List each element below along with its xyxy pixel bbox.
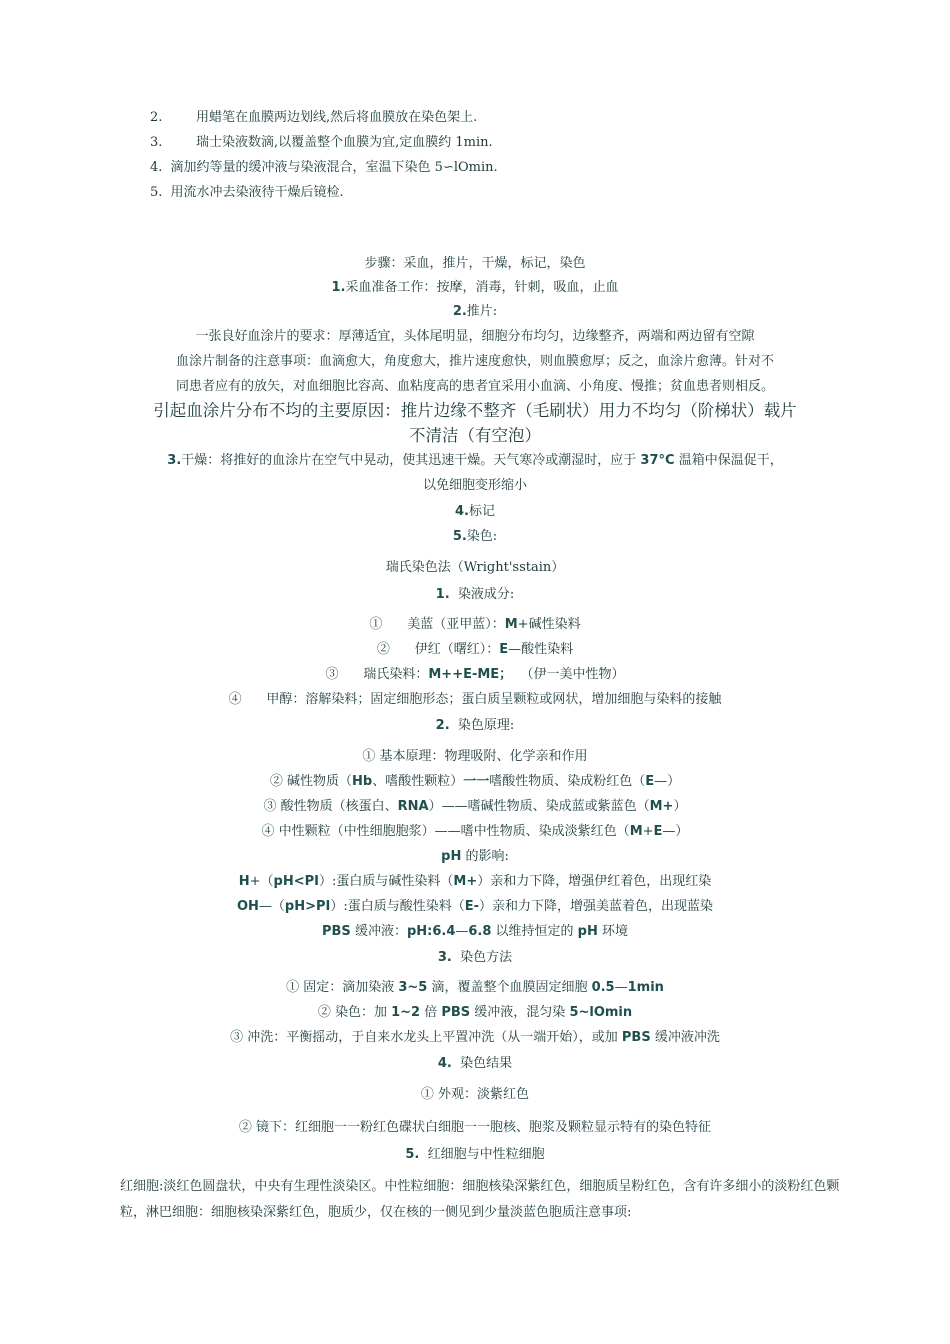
principle-text: ④ 中性颗粒（中性细胞胞浆）——嗜中性物质、染成淡紫红色（ <box>261 824 630 839</box>
method-text: ① 固定：滴加染液 <box>286 980 399 995</box>
circled-number: ③ <box>325 667 339 682</box>
method-value: PBS <box>621 1030 651 1045</box>
section-3-drying-line-2: 以免细胞变形缩小 <box>422 478 527 493</box>
pbs-term: PBS <box>322 924 351 939</box>
method-value: 0.5 <box>591 980 615 995</box>
result-item: ① 外观：淡紫红色 <box>420 1087 530 1102</box>
component-item <box>0 665 950 685</box>
subsection-number: 5. <box>405 1147 420 1162</box>
final-paragraph <box>120 1174 840 1226</box>
subsection-number: 3. <box>437 950 452 965</box>
principle-item <box>0 797 950 817</box>
section-text: 标记 <box>468 504 495 519</box>
section-text: 干燥：将推好的血涂片在空气中晃动，使其迅速干燥。天气寒冷或潮湿时，应于 <box>181 453 641 468</box>
pbs-text: — <box>455 924 469 939</box>
method-value: 3~5 <box>398 980 428 995</box>
principle-text: + <box>642 824 654 839</box>
section-number: 3. <box>167 453 182 468</box>
ph-text: ）:蛋白质与碱性染料（ <box>319 874 454 889</box>
method-text: — <box>614 980 628 995</box>
component-text: 瑞氏染料： <box>363 667 429 682</box>
component-item <box>0 615 950 635</box>
subsection-5-heading <box>0 1145 950 1165</box>
method-text: 缓冲液冲洗 <box>650 1030 720 1045</box>
section-number: 4. <box>455 504 469 519</box>
section-5-heading <box>0 527 950 547</box>
principle-item <box>0 772 950 792</box>
principle-item <box>0 822 950 842</box>
principle-text: ② 碱性物质（ <box>269 774 352 789</box>
section-2-heading <box>0 302 950 322</box>
ph-title-text: 的影响: <box>461 849 509 864</box>
list-text: 用蜡笔在血膜两边划线,然后将血膜放在染色架上. <box>196 110 478 125</box>
section-1-heading <box>0 278 950 298</box>
principle-text: ）——嗜碱性物质、染成蓝或紫蓝色（ <box>428 799 650 814</box>
ph-term: E- <box>464 899 480 914</box>
principle-term: M <box>629 824 643 839</box>
subsection-number: 1. <box>435 587 450 602</box>
subsection-number: 4. <box>437 1056 452 1071</box>
method-value: 1~2 <box>391 1005 421 1020</box>
section-number: 2. <box>452 304 467 319</box>
ph-text: +（ <box>249 874 274 889</box>
method-item <box>0 978 950 998</box>
ph-text: —（ <box>258 899 285 914</box>
smear-notes-line-1: 血涂片制备的注意事项：血滴愈大，角度愈大，推片速度愈快，则血膜愈厚；反之，血涂片愈薄。针对不 <box>175 354 774 369</box>
section-number: 1. <box>331 280 346 295</box>
subsection-text: 染色结果 <box>460 1056 513 1071</box>
result-item: ② 镜下：红细胞一一粉红色碟状白细胞一一胞核、胞浆及颗粒显示特有的染色特征 <box>238 1120 712 1135</box>
subsection-text: 染液成分: <box>457 587 515 602</box>
principle-text: ） <box>673 799 687 814</box>
method-text: ③ 冲洗：平衡摇动，于自来水龙头上平置冲洗（从一端开始），或加 <box>230 1030 622 1045</box>
pbs-text: 缓冲液： <box>350 924 407 939</box>
component-item <box>0 640 950 660</box>
principle-dash: 一一 <box>463 774 490 789</box>
principle-term: E <box>645 774 655 789</box>
list-item <box>150 183 344 203</box>
smear-uneven-causes-line-2: 不清洁（有空泡） <box>409 426 541 445</box>
ph-term: M+ <box>453 874 478 889</box>
list-item <box>150 133 493 153</box>
section-4-heading <box>0 502 950 522</box>
list-text: 用流水冲去染液待干燥后镜检. <box>170 185 344 200</box>
component-symbol: M <box>504 617 518 632</box>
principle-term: E <box>653 824 663 839</box>
method-item <box>0 1028 950 1048</box>
list-item <box>150 108 478 128</box>
ph-term: pH>PI <box>284 899 331 914</box>
subsection-3-heading <box>0 948 950 968</box>
ph-text: ）亲和力下降，增强伊红着色，出现红染 <box>477 874 712 889</box>
method-item <box>0 1003 950 1023</box>
ph-text: ）亲和力下降，增强美蓝着色，出现蓝染 <box>479 899 714 914</box>
component-text: 伊红（曙红）： <box>414 642 500 657</box>
subsection-1-heading <box>0 585 950 605</box>
ph-term: H <box>238 874 250 889</box>
ph-text: ）:蛋白质与酸性染料（ <box>330 899 465 914</box>
wright-stain-title: 瑞氏染色法（Wright'sstain） <box>385 560 565 575</box>
section-text-end: 温箱中保温促干， <box>674 453 783 468</box>
steps-summary: 步骤：采血，推片，干燥，标记，染色 <box>364 256 586 271</box>
circled-number: ④ <box>228 692 242 707</box>
paragraph-lead: 红细胞: <box>120 1179 164 1194</box>
list-number: 4. <box>150 160 163 175</box>
smear-notes-line-2: 同患者应有的放矢，对血细胞比容高、血粘度高的患者宜采用小血滴、小角度、慢推；贫血患者则相反。 <box>175 379 774 394</box>
subsection-4-heading <box>0 1054 950 1074</box>
section-number: 5. <box>452 529 467 544</box>
component-text: 甲醇：溶解染料；固定细胞形态；蛋白质呈颗粒或网状，增加细胞与染料的接触 <box>266 692 722 707</box>
principle-text: 、嗜酸性颗粒） <box>372 774 464 789</box>
subsection-number: 2. <box>435 718 450 733</box>
smear-uneven-causes-line-1: 引起血涂片分布不均的主要原因：推片边缘不整齐（毛刷状）用力不均匀（阶梯状）载片 <box>153 401 797 420</box>
paragraph-text: 淡红色圆盘状，中央有生理性淡染区。中性粒细胞：细胞核染深紫红色，细胞质呈粉红色，含有许多细小的淡粉红色颗粒，淋巴细胞：细胞核染深紫红色，胞质少，仅在核的一侧见到少量淡蓝色胞质注意事项: <box>120 1179 840 1220</box>
principle-text: ③ 酸性物质（核蛋白、 <box>263 799 398 814</box>
method-text: 缓冲液，混匀染 <box>470 1005 570 1020</box>
ph-term: OH <box>236 899 259 914</box>
method-text: 滴，覆盖整个血膜固定细胞 <box>427 980 592 995</box>
component-desc: +碱性染料 <box>517 617 581 632</box>
method-value: 5~lOmin <box>569 1005 633 1020</box>
smear-requirements: 一张良好血涂片的要求：厚薄适宜，头体尾明显，细胞分布均匀，边缘整齐，两端和两边留有空隙 <box>195 329 755 344</box>
principle-term: RNA <box>397 799 429 814</box>
list-text: 滴加约等量的缓冲液与染液混合，室温下染色 5∽lOmin. <box>170 160 498 175</box>
principle-term: Hb <box>352 774 373 789</box>
method-value: 1min <box>627 980 664 995</box>
ph-oh-line <box>0 897 950 917</box>
component-desc: —酸性染料 <box>508 642 574 657</box>
principle-item: ① 基本原理：物理吸附、化学亲和作用 <box>362 749 588 764</box>
pbs-term: pH <box>577 924 598 939</box>
pbs-term: pH:6.4 <box>406 924 456 939</box>
section-text: 染色: <box>466 529 498 544</box>
section-text: 采血准备工作：按摩，消毒，针刺，吸血，止血 <box>345 280 619 295</box>
pbs-term: 6.8 <box>468 924 492 939</box>
method-text: 倍 <box>420 1005 442 1020</box>
subsection-text: 红细胞与中性粒细胞 <box>427 1147 545 1162</box>
list-text: 瑞士染液数滴,以覆盖整个血膜为宜,定血膜约 1min. <box>196 135 493 150</box>
list-item <box>150 158 498 178</box>
section-text: 推片: <box>466 304 498 319</box>
pbs-text: 环境 <box>597 924 628 939</box>
ph-h-line <box>0 872 950 892</box>
principle-text: —） <box>654 774 681 789</box>
principle-term: M+ <box>649 799 674 814</box>
component-desc: （伊一美中性物） <box>520 667 625 682</box>
method-text: ② 染色：加 <box>317 1005 392 1020</box>
circled-number: ① <box>369 617 383 632</box>
circled-number: ② <box>376 642 390 657</box>
component-item <box>0 690 950 710</box>
list-number: 5. <box>150 185 163 200</box>
temperature: 37°C <box>640 453 675 468</box>
ph-effect-title <box>0 847 950 867</box>
component-symbol: E <box>499 642 509 657</box>
section-3-drying <box>0 451 950 471</box>
subsection-text: 染色方法 <box>460 950 513 965</box>
ph-term: pH<PI <box>273 874 319 889</box>
method-value: PBS <box>441 1005 471 1020</box>
pbs-text: 以维持恒定的 <box>491 924 578 939</box>
list-number: 3. <box>150 135 163 150</box>
principle-text: 嗜酸性物质、染成粉红色（ <box>489 774 646 789</box>
list-number: 2. <box>150 110 163 125</box>
principle-text: —） <box>662 824 689 839</box>
component-text: 美蓝（亚甲蓝）： <box>407 617 505 632</box>
component-symbol: M++E-ME； <box>428 667 513 682</box>
subsection-2-heading <box>0 716 950 736</box>
subsection-text: 染色原理: <box>457 718 515 733</box>
pbs-buffer-line <box>0 922 950 942</box>
ph-term: pH <box>441 849 462 864</box>
